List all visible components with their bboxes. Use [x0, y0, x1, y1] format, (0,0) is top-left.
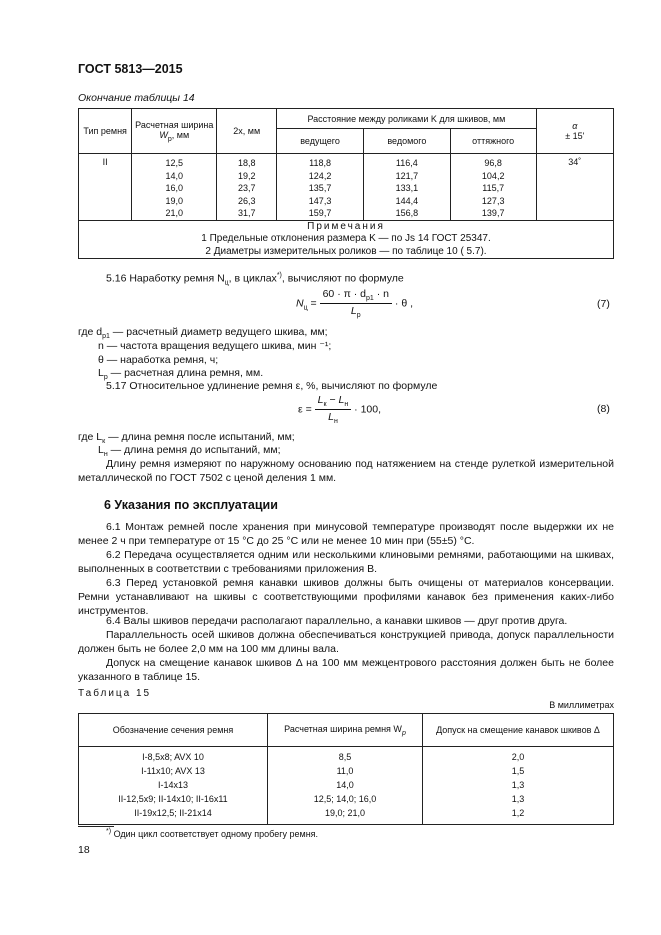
t15-col-section-header: Обозначение сечения ремня: [79, 714, 268, 747]
def-theta: θ — наработка ремня, ч;: [98, 354, 219, 366]
table-row: I-11x10; AVX 13 11,0 1,5: [79, 764, 614, 778]
def-lp: $L_р$ — расчетная длина ремня, мм.: [98, 367, 264, 382]
t15-col-width-header: Расчетная ширина ремня $W_р$: [268, 714, 423, 747]
def-ln: $L_н$ — длина ремня до испытаний, мм;: [98, 444, 281, 459]
table-row: I-8,5x8; AVX 10 8,5 2,0: [79, 747, 614, 765]
document-header: ГОСТ 5813—2015: [78, 62, 183, 76]
table14-notes: [79, 220, 614, 259]
footnote: *) Один цикл соответствует одному пробегу ремня.: [106, 828, 319, 839]
def-dp1: где $d_{р1}$ — расчетный диаметр ведущего шкива, мм;: [78, 326, 328, 341]
page-number: 18: [78, 844, 90, 856]
table14-caption: Окончание таблицы 14: [78, 92, 195, 104]
col-alpha-header: α ± 15': [536, 109, 613, 154]
table-14: [78, 108, 614, 259]
formula-7: $N_ц$ = $\frac{60 \cdot \pi \cdot d_{р1} \cdot n}{L_р}$ · θ ,: [296, 288, 414, 320]
table-row: I-14x13 14,0 1,3: [79, 778, 614, 792]
drive-values: 118,8 124,2 135,7 147,3 159,7: [277, 154, 364, 221]
section-6-title: 6 Указания по эксплуатации: [104, 498, 278, 512]
note-1: 1 Предельные отклонения размера K — по Js 14 ГОСТ 25347.: [201, 233, 491, 244]
col-driven-header: ведомого: [363, 129, 450, 154]
t15-col-tol-header: Допуск на смещение канавок шкивов Δ: [423, 714, 614, 747]
formula-8-number: (8): [597, 403, 610, 415]
para-6-2: 6.2 Передача осуществляется одним или несколькими клиновыми ремнями, работающими на шкивах, выполненных в соответствии с требованиями приложения В.: [78, 549, 614, 575]
col-distance-header: Расстояние между роликами K для шкивов, мм: [277, 109, 536, 129]
formula-7-number: (7): [597, 298, 610, 310]
col-type-header: Тип ремня: [79, 109, 132, 154]
para-parallelism: Параллельность осей шкивов должна обеспечиваться конструкцией привода, допуск параллельности должен быть не более 2,0 мм на 100 мм длины вала.: [78, 629, 614, 655]
footnote-rule: [78, 826, 114, 827]
clause-5-16: 5.16 Наработку ремня $N_ц$, в циклах*), вычисляют по формуле: [106, 272, 404, 287]
para-6-1: 6.1 Монтаж ремней после хранения при минусовой температуре производят после выдержки их не менее 2 ч при температуре от 15 °С до 25 °С или не менее 10 мин при (55±5) °С.: [78, 521, 614, 547]
twox-values: 18,8 19,2 23,7 26,3 31,7: [217, 154, 277, 221]
clause-5-17: 5.17 Относительное удлинение ремня ε, %, вычисляют по формуле: [106, 380, 438, 392]
col-2x-header: 2x, мм: [217, 109, 277, 154]
col-drive-header: ведущего: [277, 129, 364, 154]
tension-values: 96,8 104,2 115,7 127,3 139,7: [450, 154, 536, 221]
note-2: 2 Диаметры измерительных роликов — по таблице 10 ( 5.7).: [205, 245, 487, 257]
type-value: II: [79, 154, 132, 221]
table-15: [78, 713, 614, 825]
def-n: n — частота вращения ведущего шкива, мин ⁻¹;: [98, 340, 332, 352]
para-6-4: 6.4 Валы шкивов передачи располагают параллельно, а канавки шкивов — друг против друга.: [106, 615, 568, 627]
col-tension-header: оттяжного: [450, 129, 536, 154]
formula-8: ε = $\frac{L_к - L_н}{L_н}$ · 100,: [298, 394, 382, 426]
para-length-measure: Длину ремня измеряют по наружному основанию под натяжением на стенде рулеткой измерительной металлической по ГОСТ 7502 с ценой деления 1 мм.: [78, 458, 614, 484]
width-values: 12,5 14,0 16,0 19,0 21,0: [132, 154, 217, 221]
table15-caption: Таблица 15: [78, 688, 152, 699]
table15-units: В миллиметрах: [549, 700, 614, 710]
def-lk: где $L_к$ — длина ремня после испытаний, мм;: [78, 431, 295, 446]
para-6-3: 6.3 Перед установкой ремня канавки шкивов должны быть очищены от материалов консервации. Ремни устанавливают на шкивы с соответствующими профилями канавок без применения каких-либо инструментов.: [78, 577, 614, 617]
driven-values: 116,4 121,7 133,1 144,4 156,8: [363, 154, 450, 221]
notes-title: Примечания: [307, 220, 385, 232]
table-row: II-19x12,5; II-21x14 19,0; 21,0 1,2: [79, 806, 614, 825]
col-width-header: Расчетная ширина $W_р$, мм: [132, 109, 217, 154]
alpha-value: 34˚: [536, 154, 613, 221]
table-row: II-12,5x9; II-14x10; II-16x11 12,5; 14,0; 16,0 1,3: [79, 792, 614, 806]
para-offset: Допуск на смещение канавок шкивов Δ на 100 мм межцентрового расстояния должен быть не более указанного в таблице 15.: [78, 657, 614, 683]
